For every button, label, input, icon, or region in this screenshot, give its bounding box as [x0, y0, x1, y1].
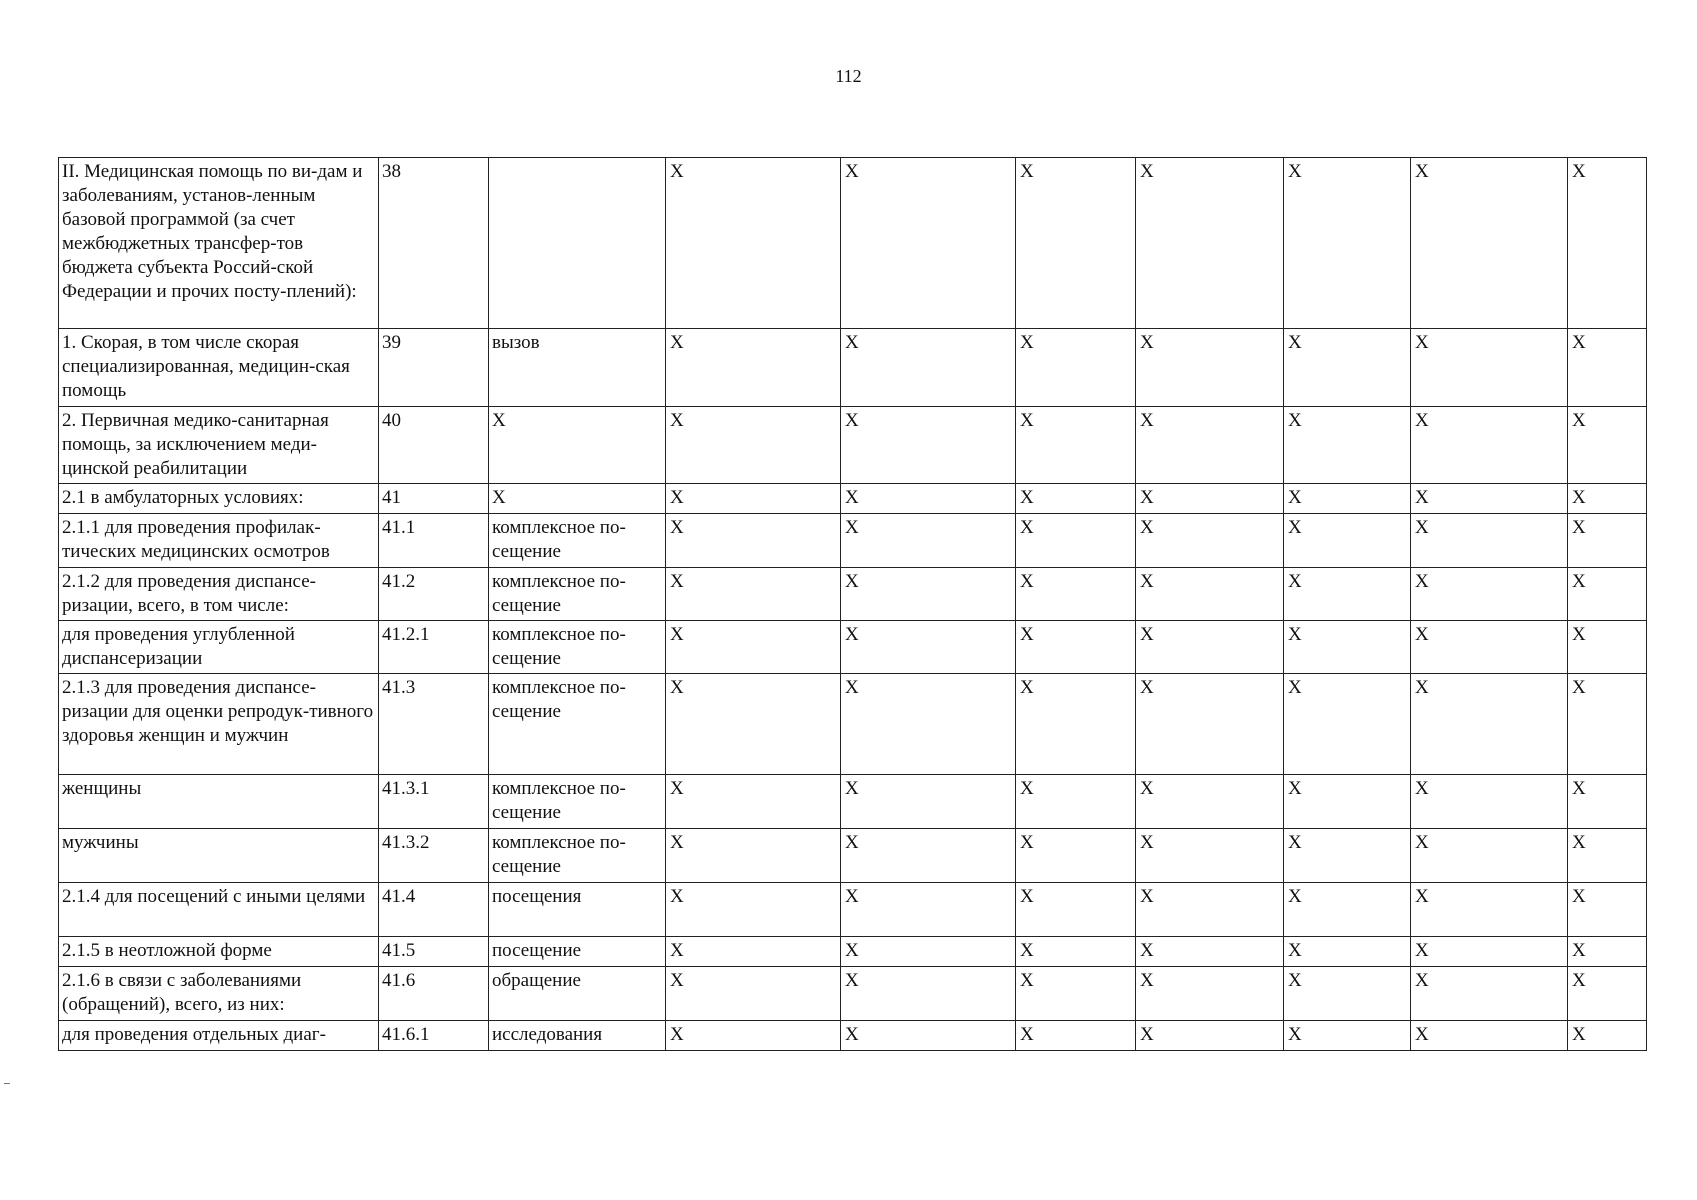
row-value-cell: X — [1016, 674, 1136, 775]
row-value-cell: X — [1411, 775, 1568, 829]
row-value-cell: X — [1568, 829, 1647, 883]
row-value-cell: X — [1136, 621, 1284, 674]
row-name-cell: 2. Первичная медико-санитарная помощь, за исключением меди-цинской реабилитации — [59, 407, 379, 484]
row-value-cell: X — [841, 1021, 1016, 1051]
row-name-cell: 1. Скорая, в том числе скорая специализированная, медицин-ская помощь — [59, 329, 379, 407]
row-value-cell: X — [1568, 621, 1647, 674]
row-value-cell: X — [666, 1021, 841, 1051]
row-value-cell: X — [666, 775, 841, 829]
row-value-cell: X — [1284, 514, 1411, 568]
row-value-cell: X — [1016, 621, 1136, 674]
row-value-cell: X — [1016, 329, 1136, 407]
row-value-cell: X — [1016, 775, 1136, 829]
row-value-cell: X — [841, 829, 1016, 883]
row-unit-cell: вызов — [489, 329, 666, 407]
row-name-cell: 2.1.3 для проведения диспансе-ризации для оценки репродук-тивного здоровья женщин и мужчин — [59, 674, 379, 775]
row-value-cell: X — [1136, 674, 1284, 775]
row-unit-cell: комплексное по-сещение — [489, 621, 666, 674]
row-value-cell: X — [1016, 407, 1136, 484]
row-value-cell: X — [1411, 329, 1568, 407]
row-value-cell: X — [1136, 883, 1284, 937]
row-value-cell: X — [1568, 967, 1647, 1021]
table-row — [59, 158, 1647, 329]
row-name-cell: женщины — [59, 775, 379, 829]
row-code-cell: 41.6.1 — [379, 1021, 489, 1051]
row-value-cell: X — [1284, 1021, 1411, 1051]
row-value-cell: X — [1016, 1021, 1136, 1051]
row-value-cell: X — [666, 329, 841, 407]
row-value-cell: X — [841, 937, 1016, 967]
row-name-cell: 2.1.4 для посещений с иными целями — [59, 883, 379, 937]
row-value-cell: X — [1568, 1021, 1647, 1051]
row-code-cell: 40 — [379, 407, 489, 484]
row-value-cell: X — [841, 621, 1016, 674]
row-value-cell: X — [1411, 937, 1568, 967]
row-value-cell: X — [1411, 484, 1568, 514]
row-unit-cell: посещения — [489, 883, 666, 937]
table-row — [59, 407, 1647, 484]
row-value-cell: X — [1016, 967, 1136, 1021]
row-value-cell: X — [1284, 484, 1411, 514]
table-row — [59, 514, 1647, 568]
table-row — [59, 484, 1647, 514]
row-value-cell: X — [1568, 407, 1647, 484]
row-unit-cell: комплексное по-сещение — [489, 775, 666, 829]
row-unit-cell: исследования — [489, 1021, 666, 1051]
row-name-cell: 2.1.5 в неотложной форме — [59, 937, 379, 967]
row-unit-cell: комплексное по-сещение — [489, 674, 666, 775]
row-value-cell: X — [1136, 775, 1284, 829]
row-value-cell: X — [666, 829, 841, 883]
row-unit-cell: X — [489, 484, 666, 514]
row-value-cell: X — [1568, 158, 1647, 329]
row-code-cell: 38 — [379, 158, 489, 329]
row-unit-cell — [489, 158, 666, 329]
row-value-cell: X — [1136, 407, 1284, 484]
table-row — [59, 967, 1647, 1021]
row-value-cell: X — [841, 883, 1016, 937]
row-code-cell: 41.3 — [379, 674, 489, 775]
row-value-cell: X — [1284, 937, 1411, 967]
row-value-cell: X — [666, 484, 841, 514]
row-value-cell: X — [841, 568, 1016, 621]
table-row — [59, 568, 1647, 621]
row-value-cell: X — [1016, 484, 1136, 514]
row-value-cell: X — [1284, 621, 1411, 674]
row-value-cell: X — [666, 937, 841, 967]
row-value-cell: X — [1568, 937, 1647, 967]
row-unit-cell: комплексное по-сещение — [489, 829, 666, 883]
row-value-cell: X — [841, 967, 1016, 1021]
page-number: 112 — [835, 66, 862, 86]
row-code-cell: 41.3.2 — [379, 829, 489, 883]
row-value-cell: X — [1411, 407, 1568, 484]
row-value-cell: X — [841, 329, 1016, 407]
row-unit-cell: посещение — [489, 937, 666, 967]
row-value-cell: X — [1411, 829, 1568, 883]
row-value-cell: X — [841, 514, 1016, 568]
table-row — [59, 937, 1647, 967]
row-code-cell: 41.2.1 — [379, 621, 489, 674]
row-value-cell: X — [1284, 883, 1411, 937]
row-value-cell: X — [666, 514, 841, 568]
row-name-cell: 2.1.1 для проведения профилак-тических медицинских осмотров — [59, 514, 379, 568]
table-row — [59, 621, 1647, 674]
table-row — [59, 329, 1647, 407]
row-value-cell: X — [1136, 568, 1284, 621]
row-name-cell: 2.1.6 в связи с заболеваниями (обращений), всего, из них: — [59, 967, 379, 1021]
row-value-cell: X — [841, 158, 1016, 329]
row-value-cell: X — [1568, 883, 1647, 937]
row-value-cell: X — [1016, 158, 1136, 329]
row-value-cell: X — [1016, 937, 1136, 967]
row-value-cell: X — [1411, 883, 1568, 937]
row-unit-cell: X — [489, 407, 666, 484]
row-value-cell: X — [1284, 967, 1411, 1021]
row-value-cell: X — [1016, 568, 1136, 621]
row-value-cell: X — [841, 674, 1016, 775]
row-name-cell: для проведения углубленной диспансеризации — [59, 621, 379, 674]
row-name-cell: 2.1.2 для проведения диспансе-ризации, всего, в том числе: — [59, 568, 379, 621]
data-table — [58, 157, 1647, 1051]
row-value-cell: X — [666, 621, 841, 674]
row-value-cell: X — [1284, 829, 1411, 883]
row-code-cell: 41.4 — [379, 883, 489, 937]
row-value-cell: X — [1411, 568, 1568, 621]
row-value-cell: X — [666, 158, 841, 329]
row-value-cell: X — [1568, 484, 1647, 514]
row-code-cell: 41.2 — [379, 568, 489, 621]
row-value-cell: X — [1136, 514, 1284, 568]
row-value-cell: X — [666, 568, 841, 621]
row-value-cell: X — [1284, 674, 1411, 775]
row-value-cell: X — [1136, 158, 1284, 329]
row-value-cell: X — [841, 775, 1016, 829]
row-value-cell: X — [1411, 158, 1568, 329]
row-value-cell: X — [1284, 329, 1411, 407]
table-row — [59, 829, 1647, 883]
row-value-cell: X — [1284, 407, 1411, 484]
row-name-cell: II. Медицинская помощь по ви-дам и заболеваниям, установ-ленным базовой программой (за счет межбюджетных трансфер-тов бюджета субъекта Россий-ской Федерации и прочих посту-плений): — [59, 158, 379, 329]
row-value-cell: X — [841, 484, 1016, 514]
row-code-cell: 41.5 — [379, 937, 489, 967]
row-value-cell: X — [1411, 967, 1568, 1021]
row-value-cell: X — [1136, 937, 1284, 967]
row-unit-cell: обращение — [489, 967, 666, 1021]
row-code-cell: 41.1 — [379, 514, 489, 568]
row-name-cell: мужчины — [59, 829, 379, 883]
row-value-cell: X — [1016, 883, 1136, 937]
row-value-cell: X — [1568, 329, 1647, 407]
row-value-cell: X — [1136, 484, 1284, 514]
row-value-cell: X — [1284, 775, 1411, 829]
table-row — [59, 883, 1647, 937]
row-name-cell: для проведения отдельных диаг- — [59, 1021, 379, 1051]
row-unit-cell: комплексное по-сещение — [489, 514, 666, 568]
row-value-cell: X — [1136, 967, 1284, 1021]
row-value-cell: X — [1411, 621, 1568, 674]
table-row — [59, 1021, 1647, 1051]
row-value-cell: X — [666, 883, 841, 937]
table-row — [59, 674, 1647, 775]
row-value-cell: X — [666, 967, 841, 1021]
row-value-cell: X — [1136, 329, 1284, 407]
row-code-cell: 41 — [379, 484, 489, 514]
row-value-cell: X — [1284, 568, 1411, 621]
row-value-cell: X — [1411, 674, 1568, 775]
row-value-cell: X — [1136, 1021, 1284, 1051]
row-value-cell: X — [1411, 514, 1568, 568]
row-value-cell: X — [1016, 514, 1136, 568]
row-value-cell: X — [1016, 829, 1136, 883]
row-value-cell: X — [1568, 568, 1647, 621]
row-name-cell: 2.1 в амбулаторных условиях: — [59, 484, 379, 514]
row-value-cell: X — [666, 407, 841, 484]
row-code-cell: 41.6 — [379, 967, 489, 1021]
row-value-cell: X — [1568, 514, 1647, 568]
table-row — [59, 775, 1647, 829]
row-code-cell: 39 — [379, 329, 489, 407]
row-value-cell: X — [1136, 829, 1284, 883]
row-value-cell: X — [666, 674, 841, 775]
row-unit-cell: комплексное по-сещение — [489, 568, 666, 621]
row-value-cell: X — [1284, 158, 1411, 329]
row-value-cell: X — [1411, 1021, 1568, 1051]
row-value-cell: X — [841, 407, 1016, 484]
row-code-cell: 41.3.1 — [379, 775, 489, 829]
row-value-cell: X — [1568, 775, 1647, 829]
row-value-cell: X — [1568, 674, 1647, 775]
scan-edge-mark — [4, 1083, 10, 1084]
